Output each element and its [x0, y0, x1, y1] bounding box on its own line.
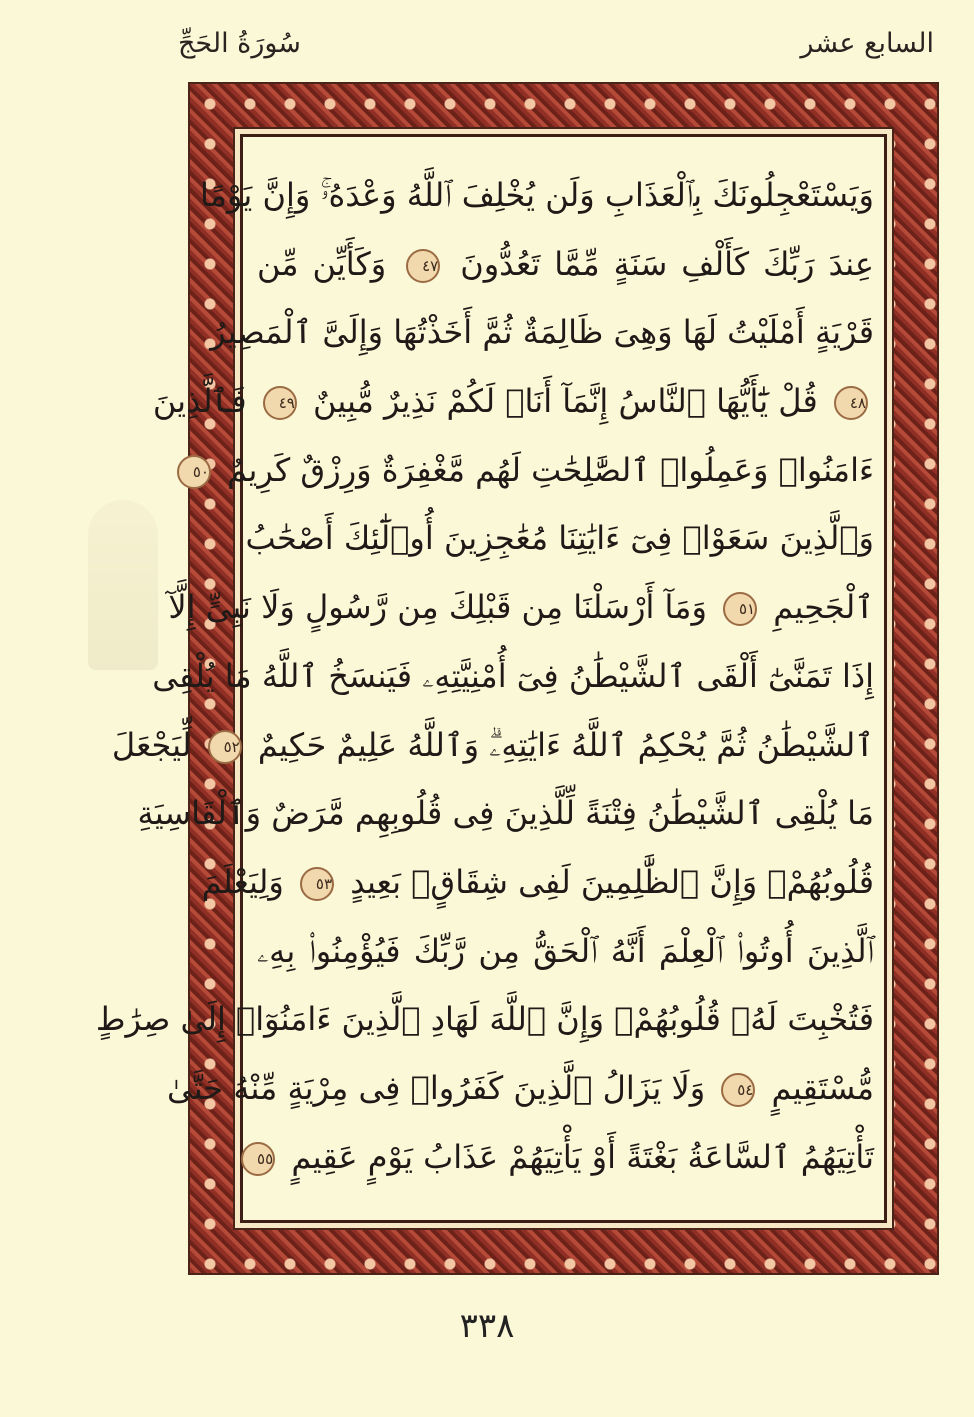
quran-text: [95, 137, 884, 1220]
ayah-marker: ٥٣: [300, 867, 334, 901]
text-line: [199, 161, 874, 230]
line-text: ٱلْجَحِيمِ: [773, 588, 874, 627]
line-text: وَلَا يَزَالُ ٱلَّذِينَ كَفَرُوا۟ فِى مِرْيَةٍ مِّنْهُ حَتَّىٰ: [167, 1068, 706, 1107]
line-text: وَكَأَيِّن مِّن: [257, 244, 387, 283]
ayah-marker: ٥٢: [208, 730, 242, 764]
text-line: [111, 711, 874, 780]
page-number: ٣٣٨: [459, 1306, 515, 1346]
text-line: [137, 779, 874, 848]
ayah-marker: ٤٨: [834, 386, 868, 420]
text-line: [257, 230, 874, 299]
line-text: وَلِيَعْلَمَ: [201, 862, 284, 901]
line-text: ٱلشَّيْطَٰنُ ثُمَّ يُحْكِمُ ٱللَّهُ ءَايَٰتِهِۦۗ وَٱللَّهُ عَلِيمٌ حَكِيمٌ: [257, 725, 874, 764]
line-text: لِّيَجْعَلَ: [111, 725, 192, 764]
line-text: وَيَسْتَعْجِلُونَكَ بِٱلْعَذَابِ وَلَن يُخْلِفَ ٱللَّهُ وَعْدَهُۥۚ وَإِنَّ يَوْمًا: [199, 176, 874, 214]
line-text: وَمَآ أَرْسَلْنَا مِن قَبْلِكَ مِن رَّسُولٍ وَلَا نَبِىٍّ إِلَّآ: [168, 588, 707, 627]
text-line: [257, 917, 874, 986]
text-line: [245, 504, 874, 573]
line-text: إِذَا تَمَنَّىٰٓ أَلْقَى ٱلشَّيْطَٰنُ فِىٓ أُمْنِيَّتِهِۦ فَيَنسَخُ ٱللَّهُ مَا يُلْقِى: [152, 656, 874, 695]
line-text: قُلْ يَٰٓأَيُّهَا ٱلنَّاسُ إِنَّمَآ أَنَا۠ لَكُمْ نَذِيرٌ مُّبِينٌ: [313, 382, 818, 421]
page-watermark: [88, 500, 158, 670]
line-text: تَأْتِيَهُمُ ٱلسَّاعَةُ بَغْتَةً أَوْ يَأْتِيَهُمْ عَذَابُ يَوْمٍ عَقِيمٍ: [291, 1137, 874, 1176]
text-line: [152, 367, 874, 436]
line-text: فَٱلَّذِينَ: [152, 382, 247, 421]
line-text: ءَامَنُوا۟ وَعَمِلُوا۟ ٱلصَّٰلِحَٰتِ لَهُم مَّغْفِرَةٌ وَرِزْقٌ كَرِيمٌ: [227, 450, 874, 489]
ayah-marker: ٥٤: [721, 1073, 755, 1107]
line-text: عِندَ رَبِّكَ كَأَلْفِ سَنَةٍ مِّمَّا تَعُدُّونَ: [460, 244, 875, 283]
ayah-marker: ٥٥: [241, 1142, 275, 1176]
line-text: مُّسْتَقِيمٍ: [771, 1068, 874, 1107]
line-text: فَتُخْبِتَ لَهُۥ قُلُوبُهُمْۗ وَإِنَّ ٱللَّهَ لَهَادِ ٱلَّذِينَ ءَامَنُوٓا۟ إِلَىٰ صِرَٰطٍ: [95, 1000, 874, 1039]
text-line: [210, 298, 874, 367]
line-text: ٱلَّذِينَ أُوتُوا۟ ٱلْعِلْمَ أَنَّهُ ٱلْحَقُّ مِن رَّبِّكَ فَيُؤْمِنُوا۟ بِهِۦ: [257, 931, 874, 970]
text-line: [201, 848, 874, 917]
text-line: [167, 1054, 874, 1123]
line-text: قُلُوبُهُمْۗ وَإِنَّ ٱلظَّٰلِمِينَ لَفِى شِقَاقٍۭ بَعِيدٍ: [350, 862, 874, 901]
text-line: [95, 985, 874, 1054]
page-header: [0, 22, 974, 72]
juz-label: السابع عشر: [800, 28, 934, 59]
text-line: [168, 573, 874, 642]
text-line: [257, 1123, 874, 1192]
surah-title: سُورَةُ الحَجِّ: [178, 28, 301, 59]
line-text: مَا يُلْقِى ٱلشَّيْطَٰنُ فِتْنَةً لِّلَّذِينَ فِى قُلُوبِهِم مَّرَضٌ وَٱلْقَاسِيَةِ: [137, 794, 874, 833]
ayah-marker: ٥١: [723, 592, 757, 626]
text-frame: [95, 134, 887, 1223]
text-line: [152, 642, 874, 711]
text-line: [192, 436, 874, 505]
line-text: قَرْيَةٍ أَمْلَيْتُ لَهَا وَهِىَ ظَالِمَةٌ ثُمَّ أَخَذْتُهَا وَإِلَىَّ ٱلْمَصِيرُ: [210, 313, 874, 352]
ayah-marker: ٥٠: [177, 455, 211, 489]
ornamental-border: [95, 82, 939, 1275]
line-text: وَٱلَّذِينَ سَعَوْا۟ فِىٓ ءَايَٰتِنَا مُعَٰجِزِينَ أُو۟لَٰٓئِكَ أَصْحَٰبُ: [245, 519, 874, 558]
ayah-marker: ٤٧: [406, 249, 440, 283]
ayah-marker: ٤٩: [263, 386, 297, 420]
